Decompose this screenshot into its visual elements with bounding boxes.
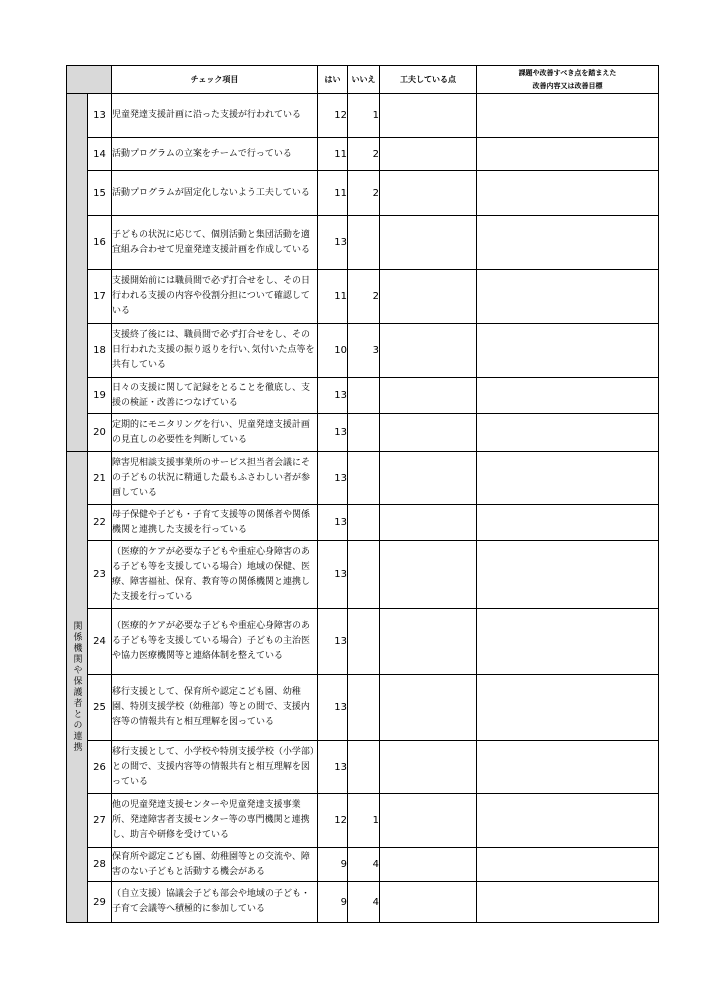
check-item-text: 移行支援として、小学校や特別支援学校（小学部）との間で、支援内容等の情報共有と相互理解を図っている: [112, 741, 318, 794]
yes-count: 9: [318, 848, 348, 882]
no-count: 2: [348, 270, 380, 324]
check-item-text: 日々の支援に関して記録をとることを徹底し、支援の検証・改善につなげている: [112, 378, 318, 414]
ingenuity-cell: [380, 882, 477, 923]
table-row: [67, 541, 659, 609]
header-category-blank: [67, 66, 112, 94]
check-item-text: （自立支援）協議会子ども部会や地域の子ども・子育て会議等へ積極的に参加している: [112, 882, 318, 923]
check-item-text: 支援終了後には、職員間で必ず打合せをし、その日行われた支援の振り返りを行い､気付いた点等を共有している: [112, 324, 318, 378]
check-item-text: 保育所や認定こども園、幼稚園等との交流や、障害のない子どもと活動する機会がある: [112, 848, 318, 882]
ingenuity-cell: [380, 609, 477, 675]
check-item-text: 他の児童発達支援センターや児童発達支援事業所、発達障害者支援センター等の専門機関と連携し、助言や研修を受けている: [112, 794, 318, 848]
ingenuity-cell: [380, 171, 477, 216]
no-count: 4: [348, 882, 380, 923]
check-item-text: 移行支援として、保育所や認定こども園、幼稚園、特別支援学校（幼稚部）等との間で、支援内容等の情報共有と相互理解を図っている: [112, 675, 318, 741]
no-count: [348, 378, 380, 414]
table-row: [67, 609, 659, 675]
row-number: 18: [88, 324, 112, 378]
improvement-cell: [477, 378, 659, 414]
yes-count: 13: [318, 414, 348, 452]
row-number: 23: [88, 541, 112, 609]
table-row: [67, 452, 659, 505]
row-number: 27: [88, 794, 112, 848]
no-count: [348, 675, 380, 741]
header-improvement-line2: 改善内容又は改善目標: [532, 81, 603, 90]
table-row: [67, 675, 659, 741]
ingenuity-cell: [380, 324, 477, 378]
category-cell-collaboration: [67, 452, 88, 923]
check-item-text: 児童発達支援計画に沿った支援が行われている: [112, 94, 318, 138]
yes-count: 13: [318, 505, 348, 541]
yes-count: 13: [318, 541, 348, 609]
no-count: [348, 609, 380, 675]
no-count: [348, 216, 380, 270]
header-ingenuity: 工夫している点: [380, 66, 477, 94]
improvement-cell: [477, 94, 659, 138]
yes-count: 11: [318, 270, 348, 324]
ingenuity-cell: [380, 378, 477, 414]
improvement-cell: [477, 541, 659, 609]
ingenuity-cell: [380, 414, 477, 452]
self-evaluation-table: [66, 65, 659, 923]
no-count: [348, 541, 380, 609]
check-item-text: 母子保健や子ども・子育て支援等の関係者や関係機関と連携した支援を行っている: [112, 505, 318, 541]
row-number: 29: [88, 882, 112, 923]
no-count: [348, 414, 380, 452]
table-row: [67, 378, 659, 414]
improvement-cell: [477, 216, 659, 270]
ingenuity-cell: [380, 138, 477, 171]
table-row: [67, 138, 659, 171]
improvement-cell: [477, 452, 659, 505]
yes-count: 9: [318, 882, 348, 923]
improvement-cell: [477, 270, 659, 324]
ingenuity-cell: [380, 216, 477, 270]
yes-count: 12: [318, 94, 348, 138]
check-item-text: 定期的にモニタリングを行い、児童発達支援計画の見直しの必要性を判断している: [112, 414, 318, 452]
improvement-cell: [477, 741, 659, 794]
ingenuity-cell: [380, 505, 477, 541]
header-yes: はい: [318, 66, 348, 94]
no-count: [348, 452, 380, 505]
table-row: [67, 216, 659, 270]
row-number: 24: [88, 609, 112, 675]
yes-count: 13: [318, 452, 348, 505]
row-number: 14: [88, 138, 112, 171]
row-number: 25: [88, 675, 112, 741]
no-count: [348, 505, 380, 541]
yes-count: 13: [318, 741, 348, 794]
row-number: 15: [88, 171, 112, 216]
improvement-cell: [477, 882, 659, 923]
header-no: いいえ: [348, 66, 380, 94]
check-item-text: 障害児相談支援事業所のサービス担当者会議にその子どもの状況に精通した最もふさわしい者が参画している: [112, 452, 318, 505]
row-number: 16: [88, 216, 112, 270]
no-count: 2: [348, 171, 380, 216]
yes-count: 13: [318, 378, 348, 414]
table-row: [67, 505, 659, 541]
yes-count: 13: [318, 216, 348, 270]
header-improvement: [477, 66, 659, 94]
improvement-cell: [477, 848, 659, 882]
improvement-cell: [477, 414, 659, 452]
row-number: 26: [88, 741, 112, 794]
yes-count: 11: [318, 171, 348, 216]
no-count: 3: [348, 324, 380, 378]
table-row: [67, 848, 659, 882]
ingenuity-cell: [380, 270, 477, 324]
improvement-cell: [477, 324, 659, 378]
ingenuity-cell: [380, 452, 477, 505]
no-count: 2: [348, 138, 380, 171]
improvement-cell: [477, 505, 659, 541]
ingenuity-cell: [380, 848, 477, 882]
row-number: 17: [88, 270, 112, 324]
ingenuity-cell: [380, 94, 477, 138]
ingenuity-cell: [380, 541, 477, 609]
check-item-text: 支援開始前には職員間で必ず打合せをし、その日行われる支援の内容や役割分担について確認している: [112, 270, 318, 324]
ingenuity-cell: [380, 794, 477, 848]
table-row: [67, 270, 659, 324]
table-row: [67, 741, 659, 794]
row-number: 13: [88, 94, 112, 138]
improvement-cell: [477, 675, 659, 741]
category-label: 関係機関や保護者との連携: [71, 621, 82, 753]
check-item-text: 子どもの状況に応じて、個別活動と集団活動を適宜組み合わせて児童発達支援計画を作成している: [112, 216, 318, 270]
table-row: [67, 794, 659, 848]
table-row: [67, 94, 659, 138]
no-count: 4: [348, 848, 380, 882]
improvement-cell: [477, 794, 659, 848]
check-item-text: 活動プログラムが固定化しないよう工夫している: [112, 171, 318, 216]
table-row: [67, 324, 659, 378]
improvement-cell: [477, 171, 659, 216]
improvement-cell: [477, 138, 659, 171]
yes-count: 10: [318, 324, 348, 378]
check-item-text: 活動プログラムの立案をチームで行っている: [112, 138, 318, 171]
row-number: 21: [88, 452, 112, 505]
no-count: 1: [348, 94, 380, 138]
check-item-text: （医療的ケアが必要な子どもや重症心身障害のある子ども等を支援している場合）地域の保健、医療、障害福祉、保育、教育等の関係機関と連携した支援を行っている: [112, 541, 318, 609]
no-count: [348, 741, 380, 794]
header-check-item: チェック項目: [112, 66, 318, 94]
row-number: 20: [88, 414, 112, 452]
ingenuity-cell: [380, 741, 477, 794]
yes-count: 11: [318, 138, 348, 171]
table-row: [67, 414, 659, 452]
improvement-cell: [477, 609, 659, 675]
category-cell-support: [67, 94, 88, 452]
header-improvement-line1: 課題や改善すべき点を踏まえた: [518, 68, 617, 77]
header-row: [67, 66, 659, 94]
no-count: 1: [348, 794, 380, 848]
yes-count: 12: [318, 794, 348, 848]
yes-count: 13: [318, 675, 348, 741]
table-row: [67, 882, 659, 923]
ingenuity-cell: [380, 675, 477, 741]
row-number: 22: [88, 505, 112, 541]
table-row: [67, 171, 659, 216]
row-number: 19: [88, 378, 112, 414]
check-item-text: （医療的ケアが必要な子どもや重症心身障害のある子ども等を支援している場合）子どもの主治医や協力医療機関等と連絡体制を整えている: [112, 609, 318, 675]
row-number: 28: [88, 848, 112, 882]
yes-count: 13: [318, 609, 348, 675]
